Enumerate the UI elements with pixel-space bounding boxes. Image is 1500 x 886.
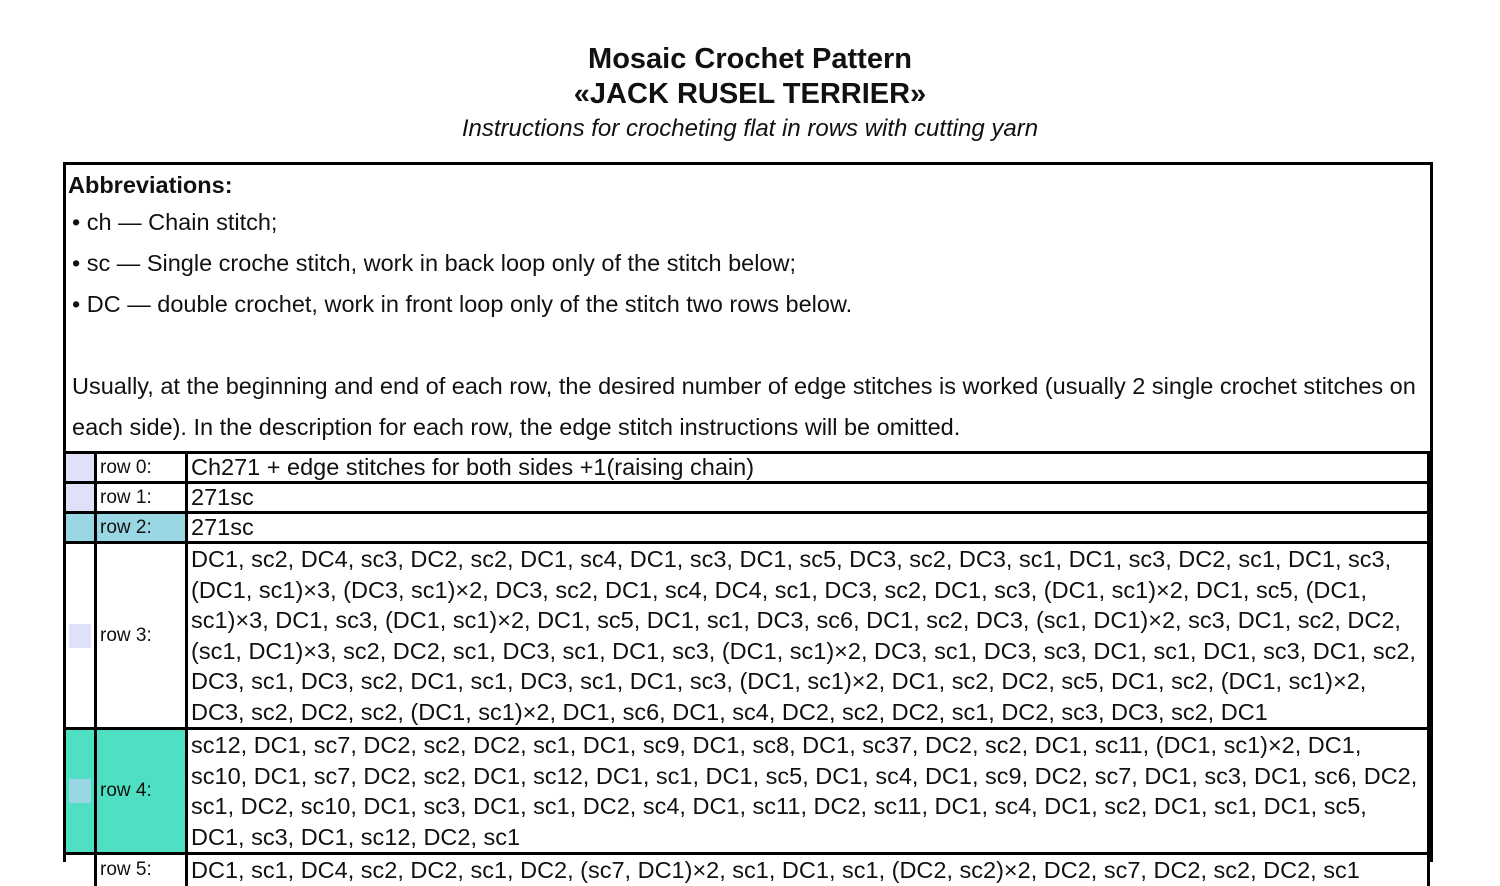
row-color-swatch	[66, 730, 97, 852]
row-color-marker	[69, 779, 91, 803]
row-color-swatch	[66, 544, 97, 727]
row-color-marker	[69, 624, 91, 648]
document-title: Mosaic Crochet Pattern	[588, 43, 912, 75]
row-label: row 4:	[97, 730, 188, 852]
row-label: row 2:	[97, 514, 188, 541]
table-row	[66, 541, 1430, 727]
edge-stitch-note: Usually, at the beginning and end of each row, the desired number of edge stitches is worked (usually 2 single crochet stitches on each side). In the description for each row, the edge stitch instructions will be omitted.	[72, 373, 1416, 440]
abbreviations-title: Abbreviations:	[68, 172, 233, 198]
row-instruction-text: 271sc	[188, 484, 1430, 511]
table-row	[66, 451, 1430, 481]
row-instruction-text: 271sc	[188, 514, 1430, 541]
table-row	[66, 852, 1430, 886]
table-row	[66, 481, 1430, 511]
row-color-swatch	[66, 484, 97, 511]
table-row	[66, 727, 1430, 852]
abbreviation-dc: • DC — double crochet, work in front loop only of the stitch two rows below.	[72, 291, 853, 317]
row-label: row 0:	[97, 454, 188, 481]
row-color-swatch	[66, 855, 97, 886]
pattern-table	[63, 162, 1433, 883]
row-instruction-text: Ch271 + edge stitches for both sides +1(raising chain)	[188, 454, 1430, 481]
pattern-description: Instructions for crocheting flat in rows with cutting yarn	[461, 115, 1039, 142]
row-instruction-text: DC1, sc2, DC4, sc3, DC2, sc2, DC1, sc4, DC1, sc3, DC1, sc5, DC3, sc2, DC3, sc1, DC1, sc3, DC2, sc1, DC1, sc3, (DC1, sc1)×3, (DC3, sc1)×2, DC3, sc2, DC1, sc4, DC4, sc1, DC3, sc2, DC1, sc3, (DC1, sc1)×2, DC1, sc5, (DC1, sc1)×3, DC1, sc3, (DC1, sc1)×2, DC1, sc5, DC1, sc1, DC3, sc6, DC1, sc2, DC3, (sc1, DC1)×2, sc3, DC1, sc2, DC2, (sc1, DC1)×3, sc2, DC2, sc1, DC3, sc1, DC1, sc3, (DC1, sc1)×2, DC3, sc1, DC3, sc3, DC1, sc1, DC1, sc3, DC1, sc2, DC3, sc1, DC3, sc2, DC1, sc1, DC3, sc1, DC1, sc3, (DC1, sc1)×2, DC1, sc2, DC2, sc5, DC1, sc2, (DC1, sc1)×2, DC3, sc2, DC2, sc2, (DC1, sc1)×2, DC1, sc6, DC1, sc4, DC2, sc2, DC2, sc1, DC2, sc3, DC3, sc2, DC1	[188, 544, 1430, 727]
row-label: row 3:	[97, 544, 188, 727]
pattern-name: «JACK RUSEL TERRIER»	[573, 78, 927, 110]
row-instruction-text: sc12, DC1, sc7, DC2, sc2, DC2, sc1, DC1, sc9, DC1, sc8, DC1, sc37, DC2, sc2, DC1, sc11, (DC1, sc1)×2, DC1, sc10, DC1, sc7, DC2, sc2, DC1, sc12, DC1, sc1, DC1, sc5, DC1, sc4, DC1, sc9, DC2, sc7, DC1, sc3, DC1, sc6, DC2, sc1, DC2, sc10, DC1, sc3, DC1, sc1, DC2, sc4, DC1, sc11, DC2, sc11, DC1, sc4, DC1, sc2, DC1, sc1, DC1, sc5, DC1, sc3, DC1, sc12, DC2, sc1	[188, 730, 1430, 852]
row-color-swatch	[66, 514, 97, 541]
table-row	[66, 511, 1430, 541]
abbreviations-section	[66, 165, 1430, 448]
row-label: row 1:	[97, 484, 188, 511]
row-color-swatch	[66, 454, 97, 481]
abbreviation-ch: • ch — Chain stitch;	[72, 209, 278, 235]
abbreviation-sc: • sc — Single croche stitch, work in back loop only of the stitch below;	[72, 250, 797, 276]
row-label: row 5:	[97, 855, 188, 886]
row-instructions	[66, 451, 1430, 886]
spacer	[68, 325, 1424, 366]
document-header	[0, 42, 1500, 145]
row-instruction-text: DC1, sc1, DC4, sc2, DC2, sc1, DC2, (sc7, DC1)×2, sc1, DC1, sc1, (DC2, sc2)×2, DC2, sc7, DC2, sc2, DC2, sc1	[188, 855, 1430, 886]
